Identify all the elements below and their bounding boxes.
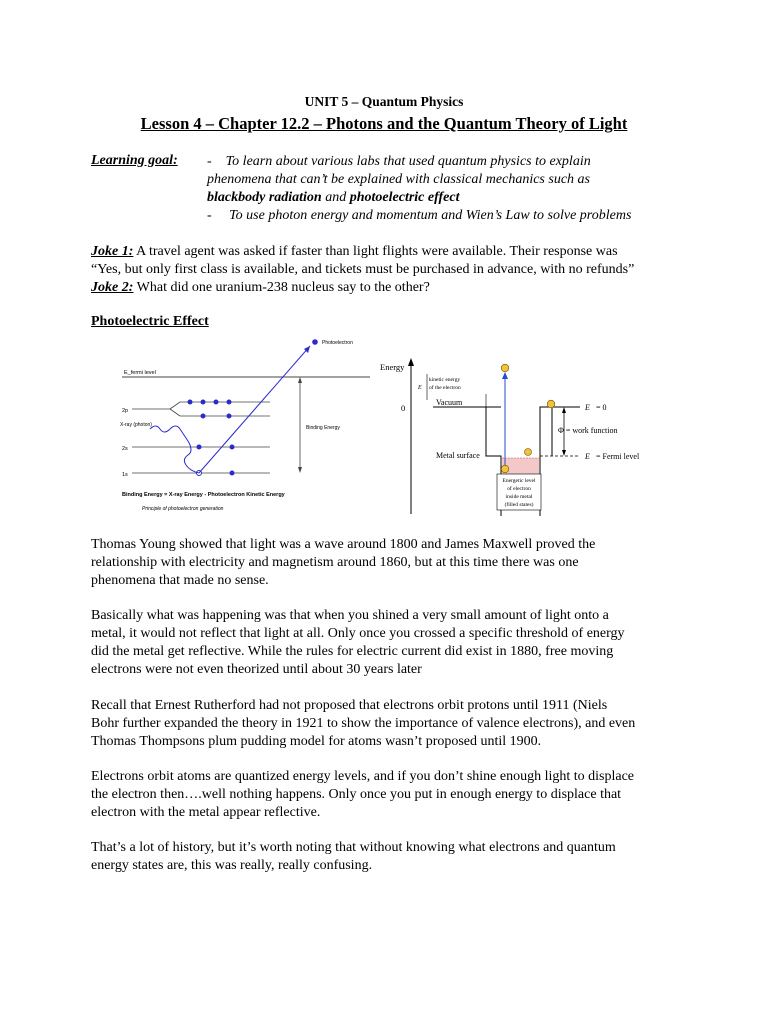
- label-ef-eq: = Fermi level: [596, 452, 640, 461]
- label-energy: Energy: [380, 362, 405, 372]
- joke-2-label: Joke 2:: [91, 280, 134, 295]
- label-zero: 0: [401, 403, 406, 413]
- label-energetic-4: (filled states): [504, 502, 534, 508]
- lesson-title: Lesson 4 – Chapter 12.2 – Photons and the Quantum Theory of Light: [140, 114, 628, 133]
- paragraph-2: Basically what was happening was that when you shined a very small amount of light onto a metal, it would not reflect that light at all. Only once you crossed a specific threshold of energy did the metal get reflective. While the rules for electric current did exist in 1880, free moving electrons were not even theorized until about 30 years later: [91, 608, 625, 677]
- learning-goal-item-1-line-3: blackbody radiation and photoelectric effect: [207, 190, 460, 205]
- work-function-figure: [378, 352, 668, 516]
- term-photoelectric: photoelectric effect: [349, 190, 460, 205]
- learning-goal-item-1-line-1: - To learn about various labs that used quantum physics to explain: [207, 154, 591, 169]
- photoelectron-figure: [110, 334, 375, 516]
- label-ev: E: [585, 403, 590, 412]
- label-ef: E: [585, 452, 590, 461]
- photoelectron-trajectory: [199, 346, 310, 473]
- label-work-function: Φ = work function: [558, 426, 618, 435]
- learning-goal-item-2: - To use photon energy and momentum and Wien’s Law to solve problems: [207, 208, 632, 223]
- surface-electron: [547, 400, 555, 408]
- free-electron: [501, 364, 509, 372]
- term-blackbody: blackbody radiation: [207, 190, 322, 205]
- fermi-label: E_fermi level: [124, 370, 156, 376]
- label-energetic-3: inside metal: [505, 494, 533, 500]
- label-1s: 1s: [122, 472, 128, 478]
- paragraph-5: That’s a lot of history, but it’s worth noting that without knowing what electrons and quantum energy states are, this was really, really confusing.: [91, 840, 616, 873]
- learning-goal-label: Learning goal:: [91, 153, 178, 168]
- equation: Binding Energy = X-ray Energy - Photoelectron Kinetic Energy: [122, 492, 285, 498]
- xray-photon-path: [150, 426, 199, 473]
- label-binding-energy: Binding Energy: [306, 425, 340, 431]
- label-ev-eq: = 0: [596, 403, 607, 412]
- label-kinetic-2: of the electron: [429, 385, 461, 391]
- label-energetic-1: Energetic level: [502, 478, 536, 484]
- paragraph-3: Recall that Ernest Rutherford had not proposed that electrons orbit protons until 1911 (Niels Bohr further expanded the theory in 1921 to show the importance of valence electrons), and even Thomas Thompsons plum pudding model for atoms wasn’t proposed until 1900.: [91, 698, 636, 749]
- label-xray: X-ray (photon): [120, 422, 152, 428]
- paragraph-1: Thomas Young showed that light was a wave around 1800 and James Maxwell proved the relationship with electricity and magnetism around 1860, but at this time there was one phenomena that made no sense.: [91, 537, 596, 588]
- bound-electron: [501, 465, 509, 473]
- paragraph-4: Electrons orbit atoms are quantized energy levels, and if you don’t shine enough light to displace the electron then….well nothing happens. Only once you put in enough energy to displace that electron with the metal appear reflective.: [91, 769, 635, 820]
- learning-goal-item-1-line-2: phenomena that can’t be explained with classical mechanics such as: [207, 172, 590, 187]
- label-energetic-2: of electron: [507, 486, 531, 492]
- label-metal-surface: Metal surface: [436, 451, 480, 460]
- unit-title: UNIT 5 – Quantum Physics: [304, 94, 464, 109]
- label-2s: 2s: [122, 446, 128, 452]
- caption: Principle of photoelectron generation: [142, 506, 224, 512]
- label-kinetic-1: kinetic energy: [429, 377, 461, 383]
- joke-2-text: What did one uranium-238 nucleus say to the other?: [136, 280, 430, 295]
- joke-1: Joke 1: A travel agent was asked if faster than light flights were available. Their response was “Yes, but only first class is available, and tickets must be purchased in advance, with no refunds” Joke 2: What did one uranium-238 nucleus say to the other?: [91, 244, 635, 295]
- label-vacuum: Vacuum: [436, 398, 463, 407]
- label-ek: E: [418, 385, 422, 391]
- section-title: Photoelectric Effect: [91, 314, 209, 329]
- label-2p: 2p: [122, 408, 129, 414]
- label-photoelectron: Photoelectron: [322, 340, 353, 346]
